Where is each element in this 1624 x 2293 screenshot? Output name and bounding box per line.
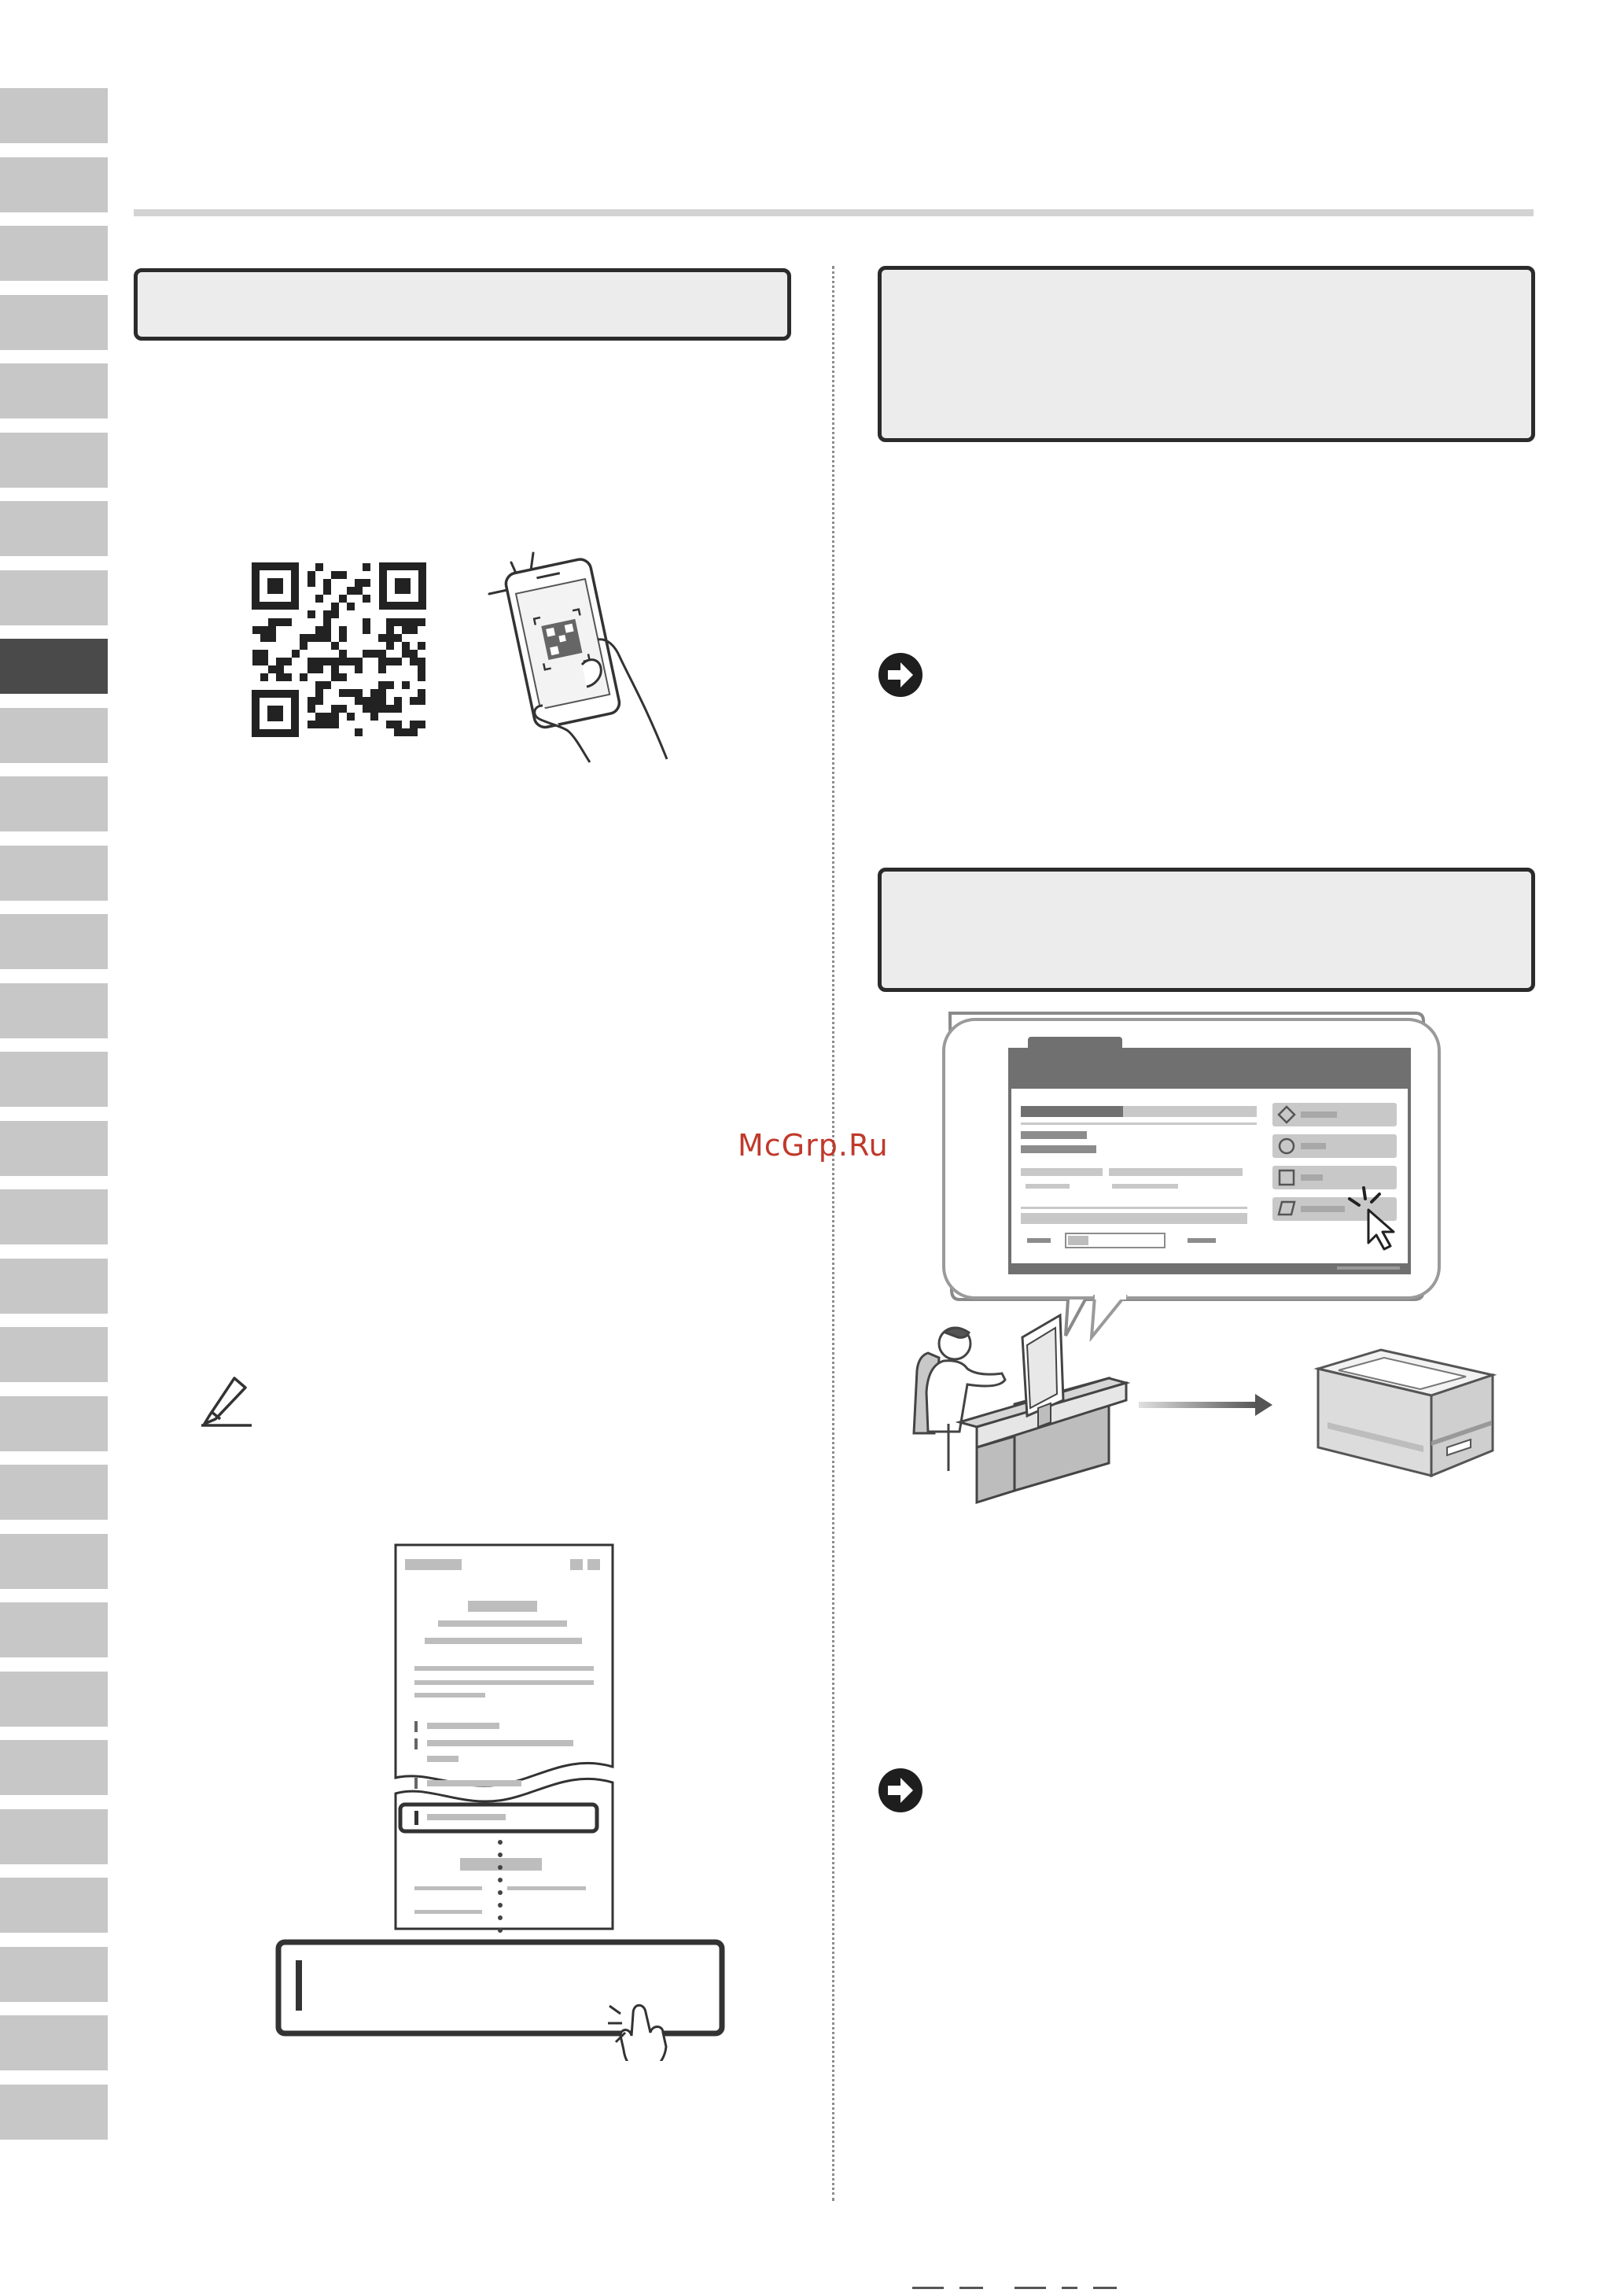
sidebar-tab[interactable] [0, 1602, 108, 1657]
sidebar-tab[interactable] [0, 1947, 108, 2002]
sidebar-tab[interactable] [0, 1672, 108, 1727]
sidebar-tab[interactable] [0, 983, 108, 1038]
sidebar-tab[interactable] [0, 1534, 108, 1589]
sidebar-tab[interactable] [0, 226, 108, 281]
watermark: McGrp.Ru [738, 1128, 889, 1163]
qr-code-icon [252, 562, 426, 737]
sidebar-tab[interactable] [0, 2015, 108, 2070]
sidebar-tab[interactable] [0, 88, 108, 143]
right-section-header-1 [878, 266, 1535, 442]
sidebar-tab[interactable] [0, 1259, 108, 1314]
sidebar-tab[interactable] [0, 157, 108, 212]
sidebar-tab[interactable] [0, 1396, 108, 1451]
sidebar-tab[interactable] [0, 2085, 108, 2140]
sidebar-tab[interactable] [0, 1052, 108, 1107]
left-section-header [134, 268, 791, 341]
sidebar-tab[interactable] [0, 363, 108, 418]
sidebar-tab[interactable] [0, 639, 108, 694]
smartphone-scan-icon [480, 547, 676, 763]
sidebar-tab[interactable] [0, 1465, 108, 1520]
footer-print-marks [912, 2285, 1148, 2293]
sidebar-tab[interactable] [0, 1809, 108, 1864]
right-section-header-2 [878, 868, 1535, 992]
sidebar-tab[interactable] [0, 570, 108, 625]
sidebar-tab[interactable] [0, 1189, 108, 1244]
column-divider [832, 266, 834, 2201]
arrow-right-circle-icon [877, 651, 924, 699]
top-rule [134, 209, 1534, 216]
settings-report-figure [271, 1542, 735, 2061]
sidebar-tab[interactable] [0, 295, 108, 350]
remote-ui-figure [889, 1007, 1518, 1526]
sidebar-tab[interactable] [0, 846, 108, 901]
sidebar-tab[interactable] [0, 1121, 108, 1176]
sidebar-tab[interactable] [0, 914, 108, 969]
sidebar-tab[interactable] [0, 501, 108, 556]
sidebar-tab[interactable] [0, 708, 108, 763]
sidebar-tab[interactable] [0, 1878, 108, 1933]
sidebar-tab[interactable] [0, 776, 108, 831]
arrow-right-circle-icon [877, 1767, 924, 1814]
sidebar-tab[interactable] [0, 1327, 108, 1382]
sidebar-tab[interactable] [0, 433, 108, 488]
pencil-note-icon [198, 1370, 255, 1427]
sidebar-tab[interactable] [0, 1740, 108, 1795]
